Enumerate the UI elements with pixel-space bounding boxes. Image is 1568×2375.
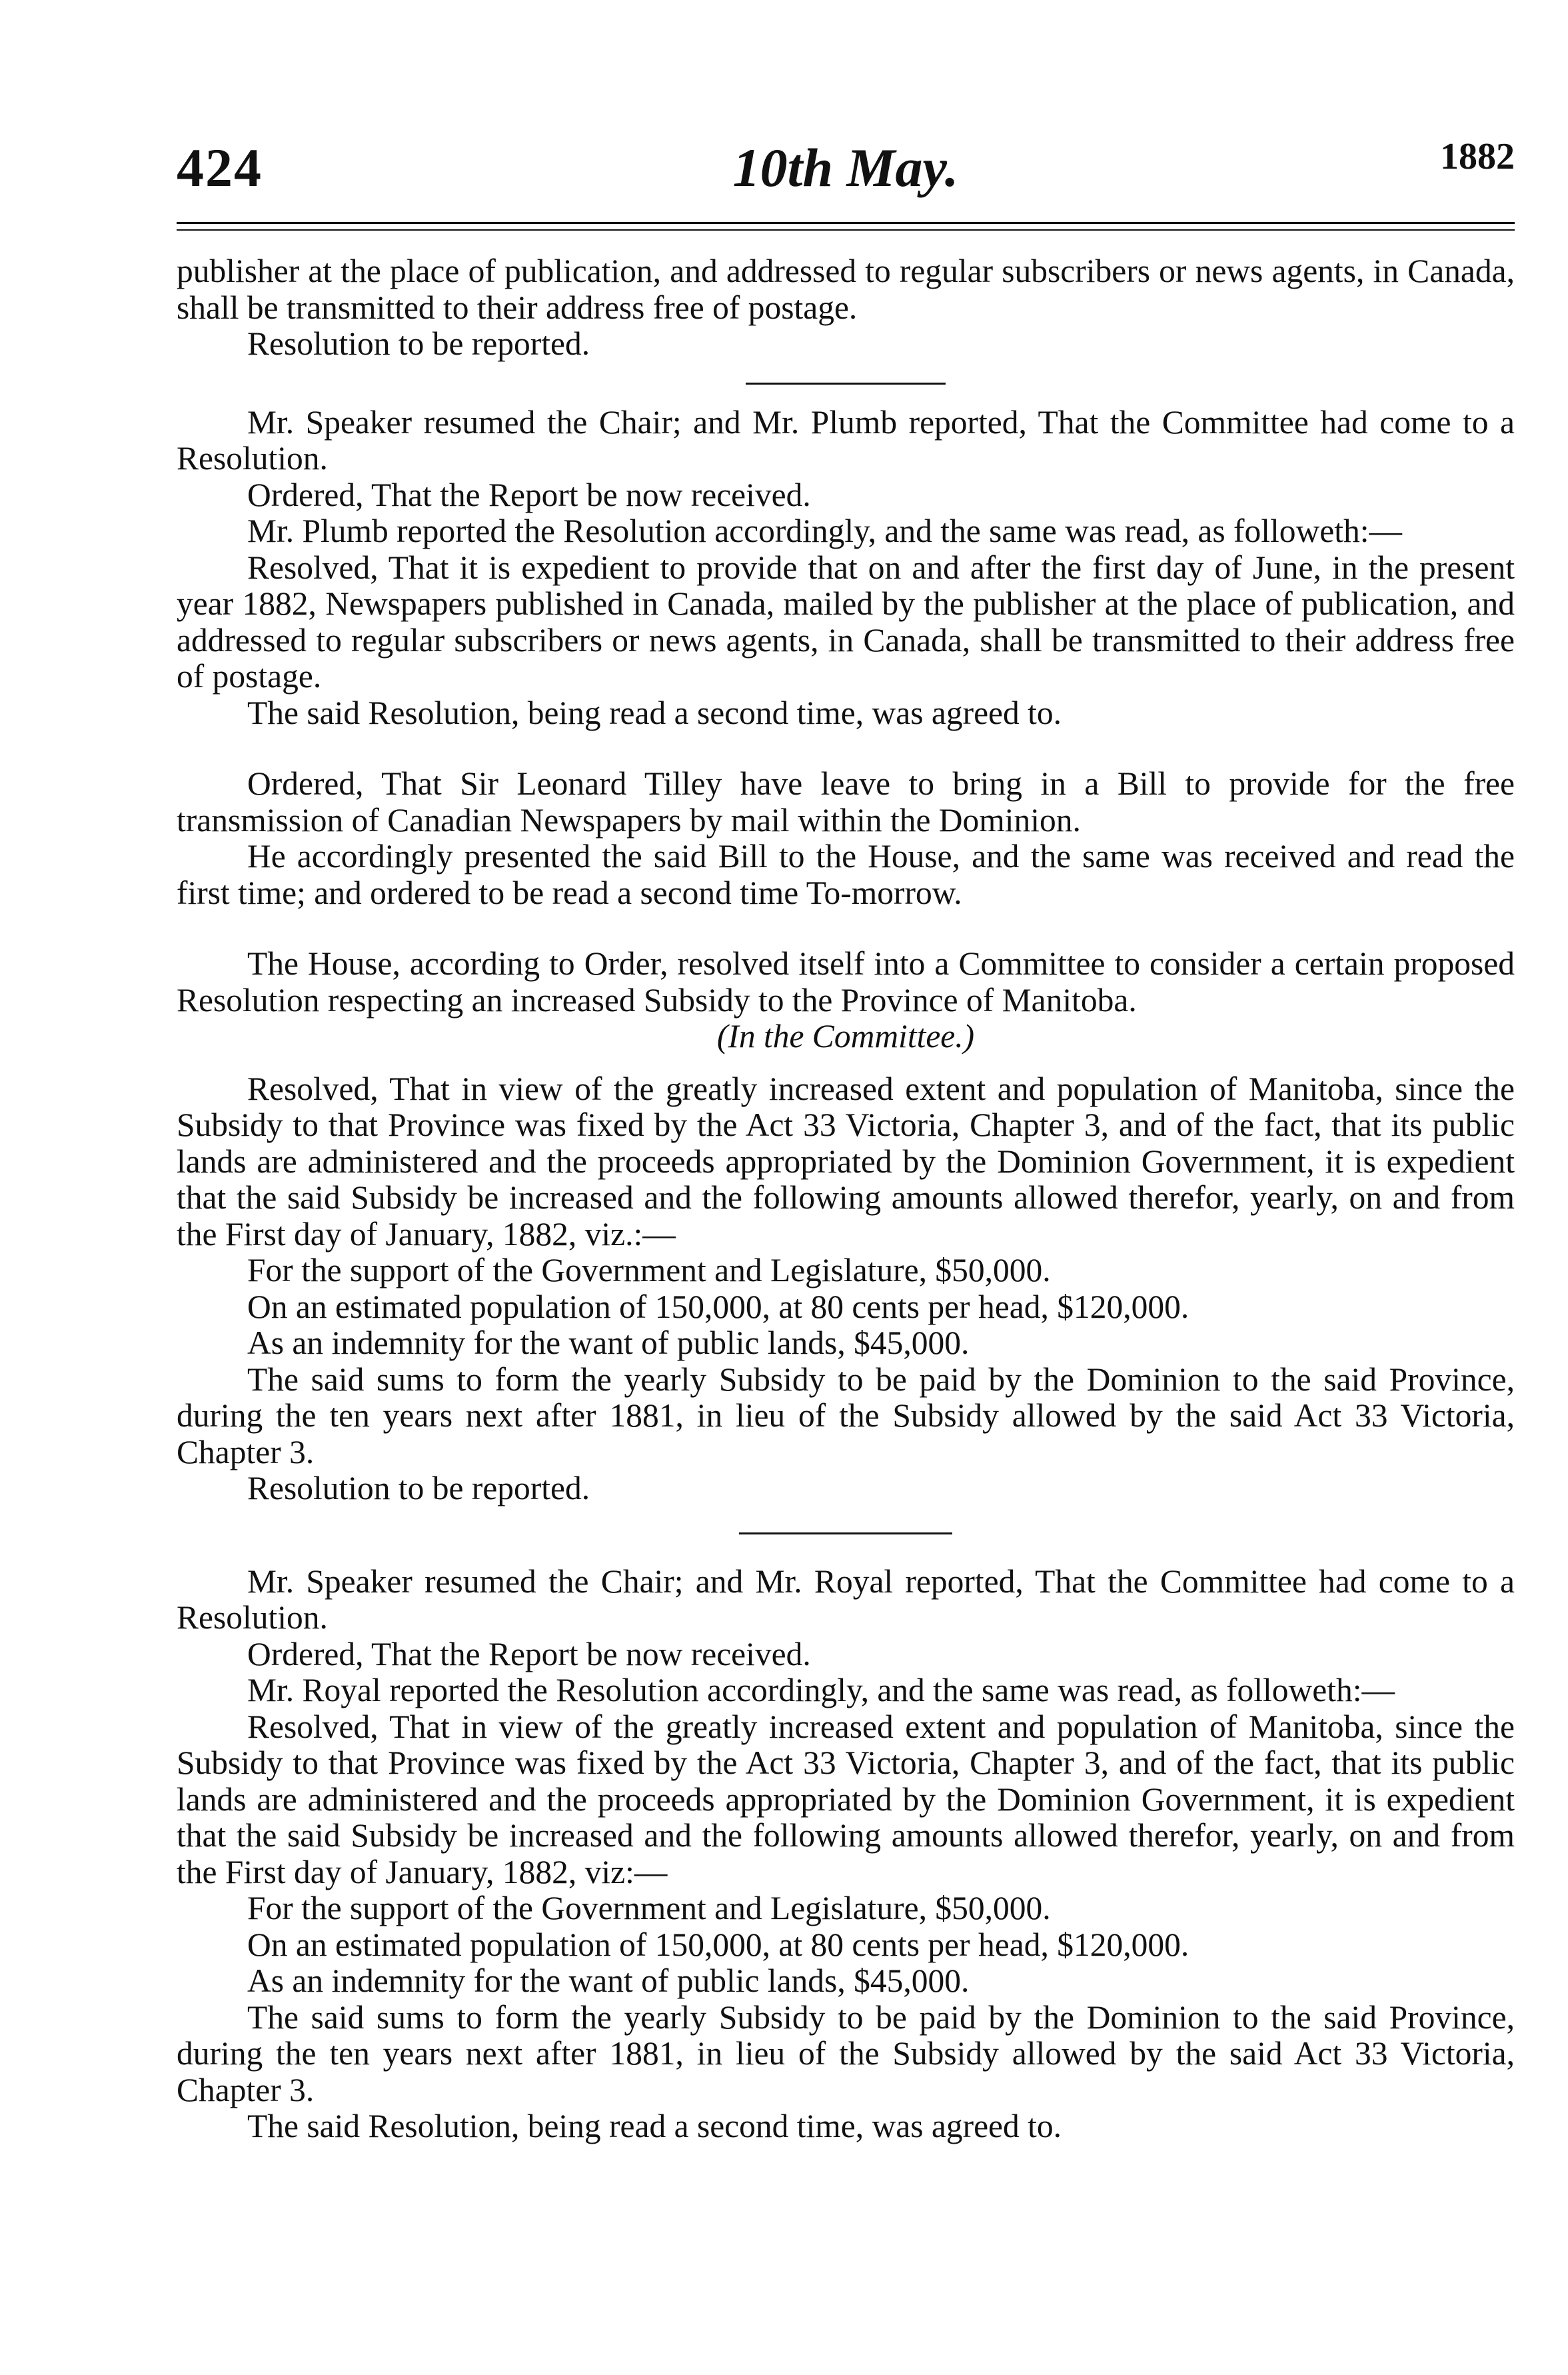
page-number: 424 bbox=[177, 137, 263, 198]
page-year: 1882 bbox=[1440, 136, 1515, 177]
paragraph-bill-presented: He accordingly presented the said Bill to the House, and the same was received and read the first time; and ordered to be read a second time To-morrow. bbox=[177, 838, 1515, 911]
paragraph-royal-reported: Mr. Royal reported the Resolution accordingly, and the same was read, as followeth:— bbox=[247, 1672, 1395, 1708]
paragraph-amount-population: On an estimated population of 150,000, at 80 cents per head, $120,000. bbox=[247, 1288, 1189, 1325]
paragraph-resolved-manitoba-2: Resolved, That in view of the greatly increased extent and population of Manitoba, since the Subsidy to that Province was fixed by the Act 33 Victoria, Chapter 3, and of the fact, that its public lands are administered and the proceeds appropriated by the Dominion Government, it is expedient that the said Subsidy be increased and the following amounts allowed therefor, yearly, on and from the First day of January, 1882, viz:— bbox=[177, 1708, 1515, 1890]
paragraph-continuation: publisher at the place of publication, and addressed to regular subscribers or news agents, in Canada, shall be transmitted to their address free of postage. bbox=[177, 253, 1515, 326]
paragraph-house-committee: The House, according to Order, resolved itself into a Committee to consider a certain proposed Resolution respecting an increased Subsidy to the Province of Manitoba. bbox=[177, 945, 1515, 1019]
header-rule-thin bbox=[177, 229, 1515, 231]
paragraph-amount-indemnity-2: As an indemnity for the want of public lands, $45,000. bbox=[247, 1962, 970, 1999]
section-separator-2 bbox=[739, 1532, 952, 1534]
paragraph-amount-indemnity: As an indemnity for the want of public lands, $45,000. bbox=[247, 1324, 970, 1361]
paragraph-speaker-resumed: Mr. Speaker resumed the Chair; and Mr. Plumb reported, That the Committee had come to a Resolution. bbox=[177, 403, 1515, 477]
paragraph-ordered-report: Ordered, That the Report be now received. bbox=[247, 476, 811, 513]
paragraph-amount-population-2: On an estimated population of 150,000, at 80 cents per head, $120,000. bbox=[247, 1926, 1189, 1963]
paragraph-agreed: The said Resolution, being read a second time, was agreed to. bbox=[247, 694, 1062, 731]
paragraph-resolution-reported-2: Resolution to be reported. bbox=[247, 1470, 590, 1506]
paragraph-plumb-reported: Mr. Plumb reported the Resolution accordingly, and the same was read, as followeth:— bbox=[247, 513, 1403, 549]
running-head bbox=[177, 117, 1515, 210]
paragraph-yearly-subsidy-2: The said sums to form the yearly Subsidy to be paid by the Dominion to the said Province, during the ten years next after 1881, in lieu of the Subsidy allowed by the said Act 33 Victoria, Chapter 3. bbox=[177, 1998, 1515, 2108]
paragraph-resolved-newspapers: Resolved, That it is expedient to provide that on and after the first day of June, in the present year 1882, Newspapers published in Canada, mailed by the publisher at the place of publication, and addressed to regular subscribers or news agents, in Canada, shall be transmitted to their address free of postage. bbox=[177, 549, 1515, 695]
paragraph-amount-government-2: For the support of the Government and Legislature, $50,000. bbox=[247, 1890, 1051, 1926]
header-rule-thick bbox=[177, 222, 1515, 224]
page-date: 10th May. bbox=[732, 137, 959, 198]
paragraph-resolved-manitoba: Resolved, That in view of the greatly increased extent and population of Manitoba, since the Subsidy to that Province was fixed by the Act 33 Victoria, Chapter 3, and of the fact, that its public lands are administered and the proceeds appropriated by the Dominion Government, it is expedient that the said Subsidy be increased and the following amounts allowed therefor, yearly, on and from the First day of January, 1882, viz.:— bbox=[177, 1070, 1515, 1252]
paragraph-ordered-bill: Ordered, That Sir Leonard Tilley have leave to bring in a Bill to provide for the free transmission of Canadian Newspapers by mail within the Dominion. bbox=[177, 765, 1515, 839]
section-separator bbox=[746, 383, 946, 385]
heading-in-committee: (In the Committee.) bbox=[716, 1018, 975, 1055]
paragraph-amount-government: For the support of the Government and Legislature, $50,000. bbox=[247, 1252, 1051, 1288]
paragraph-resolution-reported: Resolution to be reported. bbox=[247, 325, 590, 362]
paragraph-yearly-subsidy: The said sums to form the yearly Subsidy to be paid by the Dominion to the said Province, during the ten years next after 1881, in lieu of the Subsidy allowed by the said Act 33 Victoria, Chapter 3. bbox=[177, 1360, 1515, 1470]
paragraph-agreed-2: The said Resolution, being read a second time, was agreed to. bbox=[247, 2108, 1062, 2144]
paragraph-ordered-report-2: Ordered, That the Report be now received. bbox=[247, 1635, 811, 1672]
paragraph-speaker-resumed-2: Mr. Speaker resumed the Chair; and Mr. Royal reported, That the Committee had come to a Resolution. bbox=[177, 1562, 1515, 1636]
